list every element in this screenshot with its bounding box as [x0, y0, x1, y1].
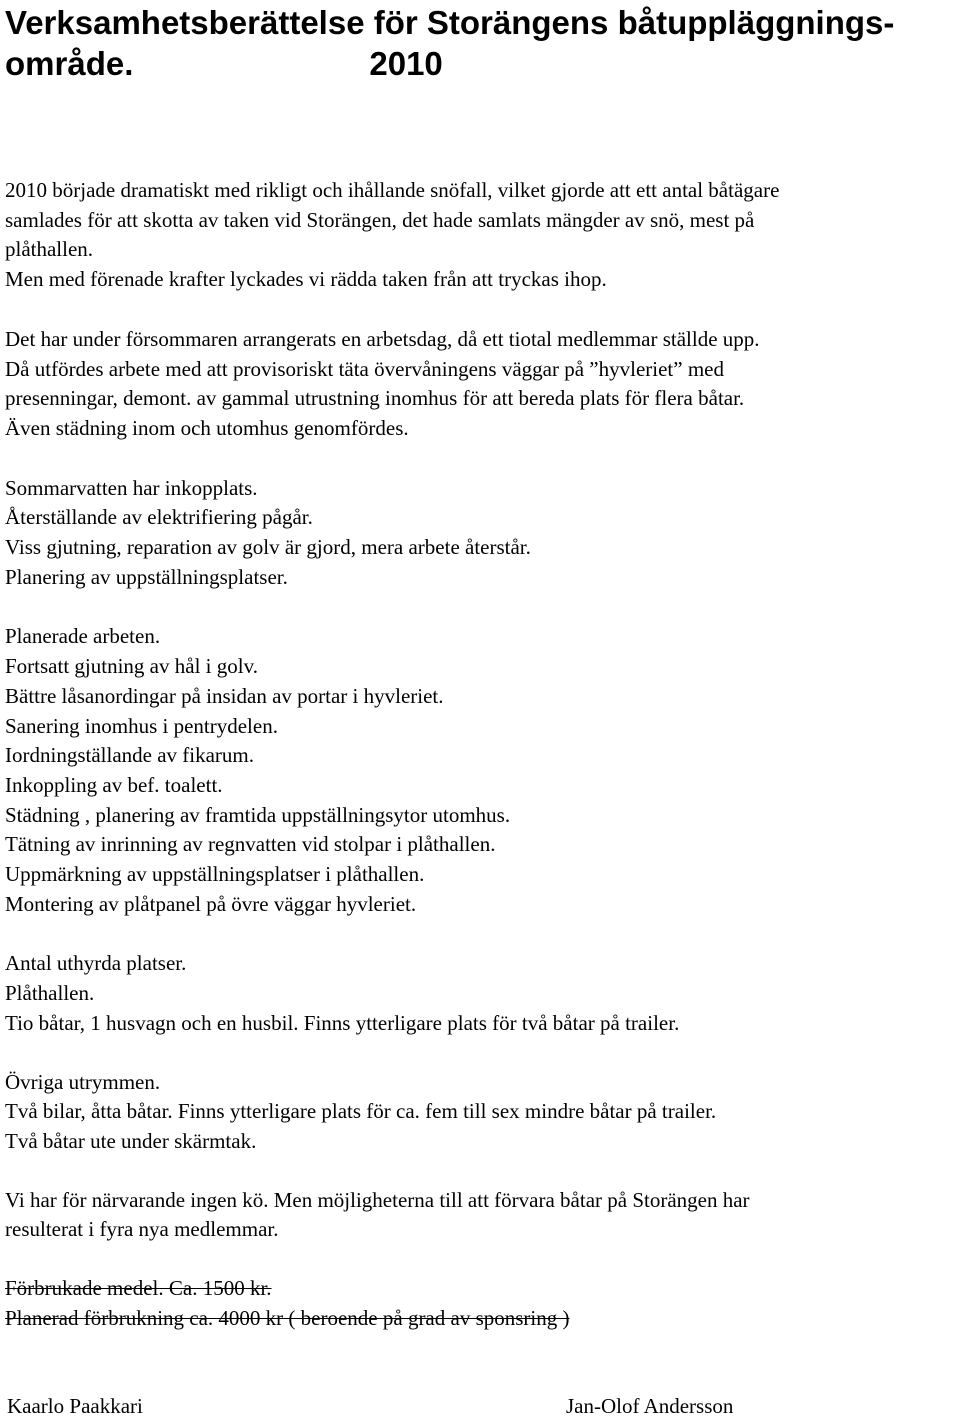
expense-line-struck: Planerad förbrukning ca. 4000 kr ( beroende på grad av sponsring )	[5, 1305, 570, 1330]
spacer	[5, 1039, 957, 1068]
planned-item: Sanering inomhus i pentrydelen.	[5, 713, 278, 738]
status-item: Sommarvatten har inkopplats.	[5, 475, 258, 500]
ovriga-heading: Övriga utrymmen.	[5, 1069, 161, 1094]
intro-line: plåthallen.	[5, 237, 94, 262]
planned-item: Städning , planering av framtida uppställningsytor utomhus.	[5, 802, 511, 827]
document-page	[5, 0, 957, 1334]
signature-right: Jan-Olof Andersson	[566, 1394, 734, 1418]
spacer	[5, 444, 957, 474]
status-list	[5, 474, 957, 593]
expense-section	[5, 1274, 957, 1333]
summer-line: presenningar, demont. av gammal utrustning inomhus för att bereda plats för flera båtar.	[5, 386, 745, 411]
planned-item: Montering av plåtpanel på övre väggar hyvleriet.	[5, 891, 417, 916]
status-item: Återställande av elektrifiering pågår.	[5, 505, 313, 530]
planned-item: Tätning av inrinning av regnvatten vid stolpar i plåthallen.	[5, 832, 496, 857]
queue-paragraph	[5, 1186, 957, 1245]
summer-line: Då utfördes arbete med att provisoriskt täta övervåningens väggar på ”hyvleriet” med	[5, 356, 724, 381]
intro-line: samlades för att skotta av taken vid Storängen, det hade samlats mängder av snö, mest på	[5, 207, 755, 232]
intro-line: Men med förenade krafter lyckades vi rädda taken från att tryckas ihop.	[5, 267, 607, 292]
status-item: Planering av uppställningsplatser.	[5, 564, 288, 589]
planned-item: Iordningställande av fikarum.	[5, 743, 255, 768]
rented-section	[5, 949, 957, 1038]
plathallen-text: Tio båtar, 1 husvagn och en husbil. Finns ytterligare plats för två båtar på trailer.	[5, 1010, 680, 1035]
title-line-2: område.	[5, 45, 134, 82]
planned-section	[5, 622, 957, 919]
spacer	[5, 1245, 957, 1274]
title-year: 2010	[369, 45, 443, 82]
status-item: Viss gjutning, reparation av golv är gjord, mera arbete återstår.	[5, 535, 531, 560]
spacer	[5, 919, 957, 949]
document-title	[5, 0, 957, 84]
spacer	[5, 1157, 957, 1186]
ovriga-line: Två bilar, åtta båtar. Finns ytterligare plats för ca. fem till sex mindre båtar på trailer.	[5, 1099, 717, 1124]
other-spaces-section	[5, 1068, 957, 1157]
spacer	[5, 295, 957, 325]
title-line-1: Verksamhetsberättelse för Storängens båtuppläggnings-	[5, 4, 895, 41]
summer-line: Även städning inom och utomhus genomfördes.	[5, 415, 409, 440]
planned-item: Fortsatt gjutning av hål i golv.	[5, 654, 258, 679]
plathallen-heading: Plåthallen.	[5, 981, 95, 1006]
queue-line: Vi har för närvarande ingen kö. Men möjligheterna till att förvara båtar på Storängen har	[5, 1187, 750, 1212]
expense-line-struck: Förbrukade medel. Ca. 1500 kr.	[5, 1276, 272, 1301]
summer-paragraph	[5, 325, 957, 444]
summer-line: Det har under försommaren arrangerats en arbetsdag, då ett tiotal medlemmar ställde upp.	[5, 326, 760, 351]
spacer	[5, 592, 957, 622]
queue-line: resulterat i fyra nya medlemmar.	[5, 1217, 279, 1242]
rented-heading: Antal uthyrda platser.	[5, 951, 187, 976]
planned-item: Inkoppling av bef. toalett.	[5, 772, 223, 797]
planned-item: Bättre låsanordingar på insidan av portar i hyvleriet.	[5, 683, 444, 708]
intro-line: 2010 började dramatiskt med rikligt och ihållande snöfall, vilket gjorde att ett antal båtägare	[5, 178, 780, 202]
ovriga-line: Två båtar ute under skärmtak.	[5, 1128, 257, 1153]
planned-heading: Planerade arbeten.	[5, 624, 161, 649]
signature-left: Kaarlo Paakkari	[7, 1394, 143, 1418]
planned-item: Uppmärkning av uppställningsplatser i plåthallen.	[5, 862, 425, 887]
intro-paragraph	[5, 176, 957, 295]
spacer	[5, 84, 957, 176]
